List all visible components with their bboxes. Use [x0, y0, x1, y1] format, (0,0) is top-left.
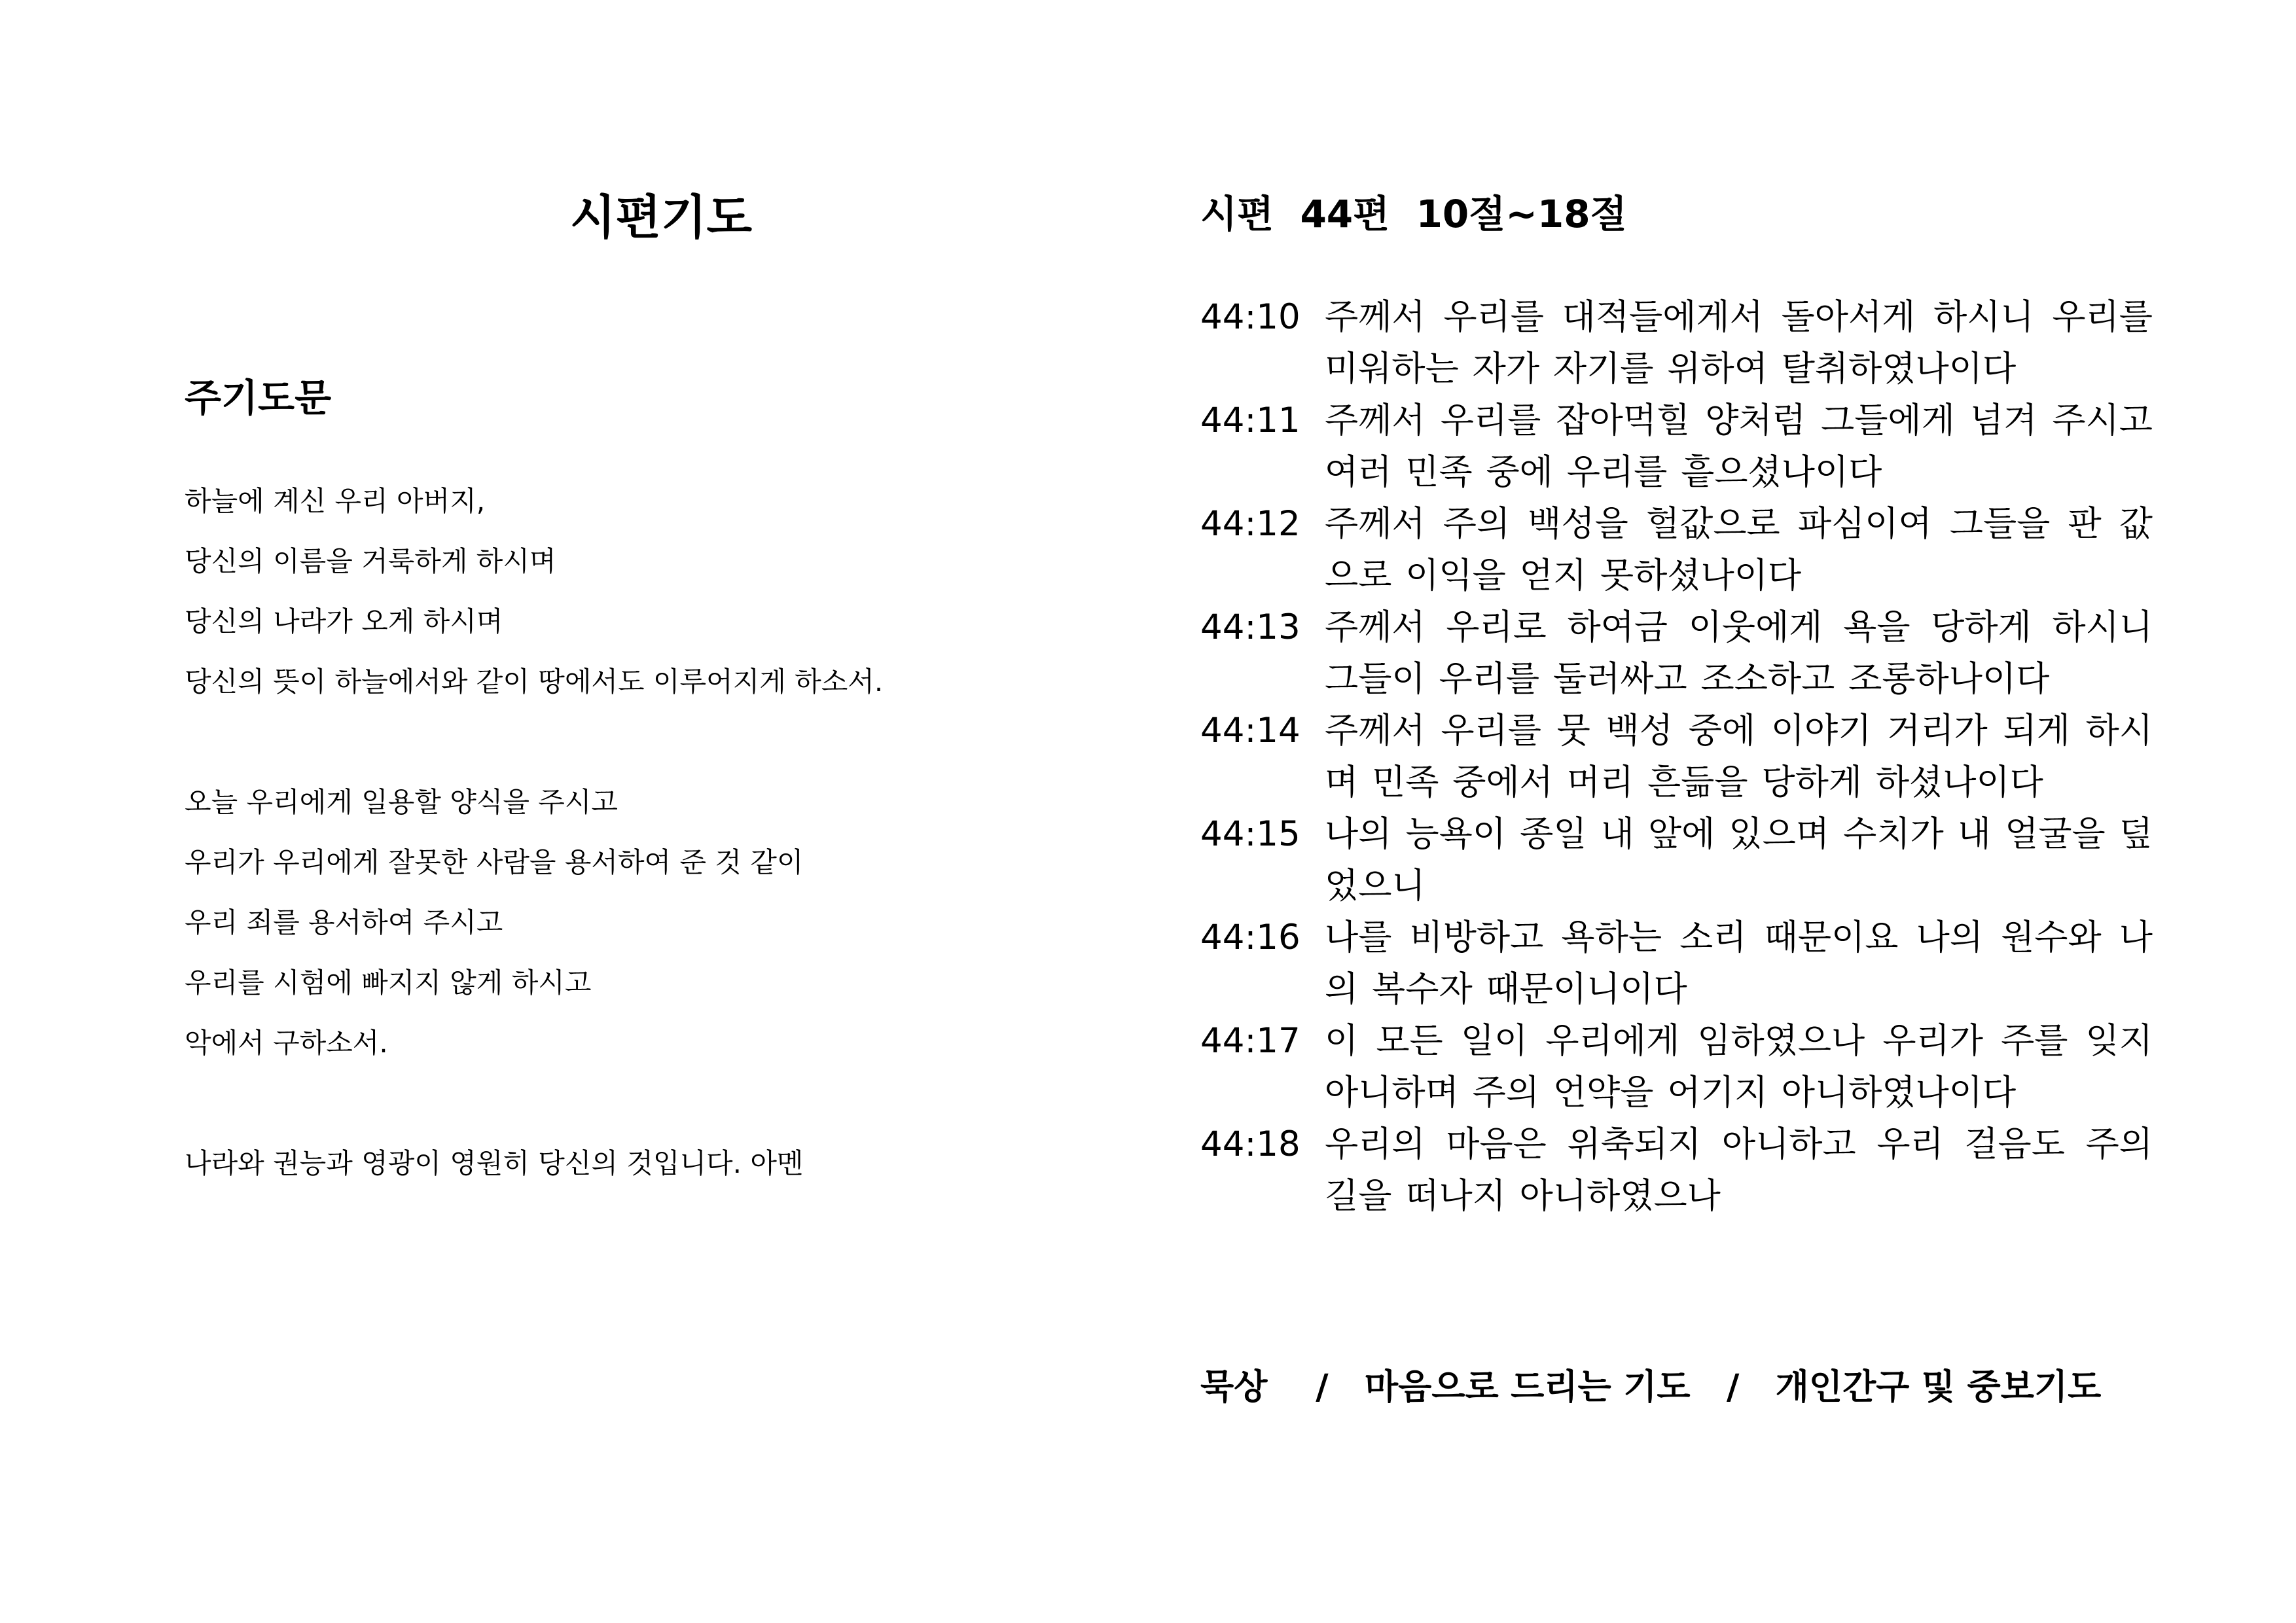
verse-text: 주께서 우리를 대적들에게서 돌아서게 하시니 우리를 미워하는 자가 자기를 위하여 탈취하였나이다	[1325, 297, 2153, 389]
prayer-stanza	[185, 772, 1101, 1073]
verse-number: 44:12	[1200, 504, 1300, 544]
verse-number: 44:15	[1200, 814, 1300, 854]
page-title: 시편기도	[569, 190, 753, 245]
verse-text: 이 모든 일이 우리에게 임하였으나 우리가 주를 잊지 아니하며 주의 언약을 어기지 아니하였나이다	[1325, 1021, 2153, 1113]
verse-number: 44:10	[1200, 297, 1300, 337]
verse-number: 44:13	[1200, 607, 1300, 647]
prayer-line: 우리 죄를 용서하여 주시고	[185, 906, 503, 938]
prayer-line: 우리가 우리에게 잘못한 사람을 용서하여 준 것 같이	[185, 846, 804, 878]
prayer-line: 나라와 권능과 영광이 영원히 당신의 것입니다. 아멘	[185, 1147, 804, 1179]
prayer-stanza	[185, 1133, 1101, 1194]
verse-item	[1200, 395, 2153, 498]
prayer-line: 하늘에 계신 우리 아버지,	[185, 485, 486, 517]
verse-text: 우리의 마음은 위축되지 아니하고 우리 걸음도 주의 길을 떠나지 아니하였으나	[1325, 1124, 2153, 1216]
verse-text: 주께서 우리를 잡아먹힐 양처럼 그들에게 넘겨 주시고 여러 민족 중에 우리를 흩으셨나이다	[1325, 401, 2153, 492]
verse-item	[1200, 808, 2153, 912]
prayer-line: 당신의 나라가 오게 하시며	[185, 605, 503, 637]
verse-item	[1200, 291, 2153, 395]
psalm-reference-title: 시편 44편 10절~18절	[1200, 192, 1627, 236]
verse-number: 44:16	[1200, 918, 1300, 957]
verse-number: 44:11	[1200, 401, 1300, 440]
footer-order-of-prayer: 묵상 / 마음으로 드리는 기도 / 개인간구 및 중보기도	[1200, 1367, 2102, 1407]
prayer-line: 악에서 구하소서.	[185, 1027, 388, 1059]
section-title-lords-prayer: 주기도문	[185, 376, 332, 420]
prayer-line: 당신의 뜻이 하늘에서와 같이 땅에서도 이루어지게 하소서.	[185, 666, 884, 698]
verse-text: 주께서 우리를 뭇 백성 중에 이야기 거리가 되게 하시며 민족 중에서 머리 흔듦을 당하게 하셨나이다	[1325, 711, 2153, 802]
verse-number: 44:17	[1200, 1021, 1300, 1061]
verse-text: 주께서 우리로 하여금 이웃에게 욕을 당하게 하시니 그들이 우리를 둘러싸고 조소하고 조롱하나이다	[1325, 607, 2153, 699]
verse-text: 나를 비방하고 욕하는 소리 때문이요 나의 원수와 나의 복수자 때문이니이다	[1325, 918, 2153, 1009]
verse-item	[1200, 498, 2153, 601]
verse-item	[1200, 1118, 2153, 1222]
prayer-line: 당신의 이름을 거룩하게 하시며	[185, 545, 556, 577]
verse-item	[1200, 912, 2153, 1015]
prayer-stanza	[185, 471, 1101, 712]
lords-prayer-text	[185, 471, 1101, 1254]
verse-text: 주께서 주의 백성을 헐값으로 파심이여 그들을 판 값으로 이익을 얻지 못하셨나이다	[1325, 504, 2153, 596]
verse-list	[1200, 291, 2153, 1222]
prayer-line: 오늘 우리에게 일용할 양식을 주시고	[185, 786, 618, 818]
prayer-line: 우리를 시험에 빠지지 않게 하시고	[185, 967, 592, 999]
right-page	[1148, 0, 2296, 1623]
verse-item	[1200, 601, 2153, 705]
verse-item	[1200, 1015, 2153, 1118]
verse-text: 나의 능욕이 종일 내 앞에 있으며 수치가 내 얼굴을 덮었으니	[1325, 814, 2153, 906]
verse-item	[1200, 705, 2153, 808]
verse-number: 44:14	[1200, 711, 1300, 751]
verse-number: 44:18	[1200, 1124, 1300, 1164]
